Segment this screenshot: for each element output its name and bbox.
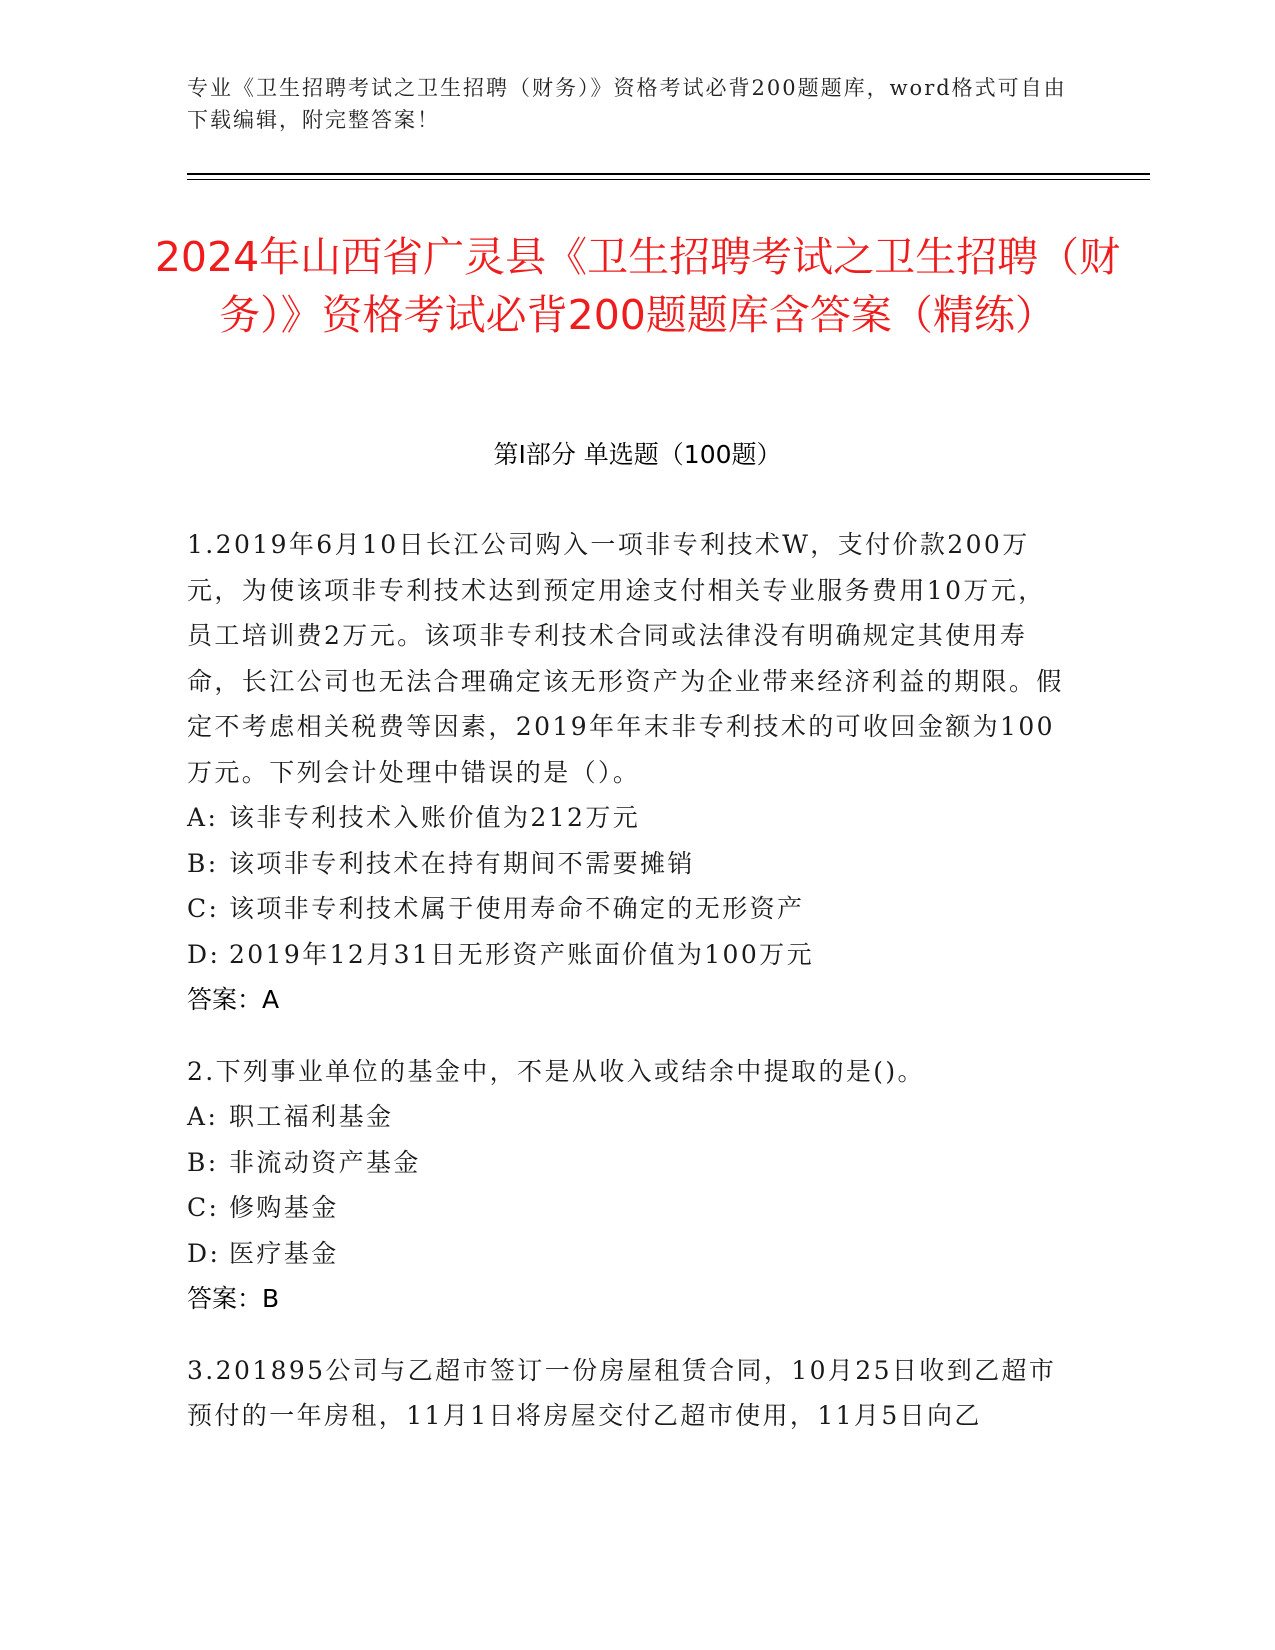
option-text: 该项非专利技术在持有期间不需要摊销 bbox=[229, 848, 695, 878]
header-divider-thin bbox=[187, 179, 1150, 180]
option-c bbox=[187, 1185, 1067, 1231]
question-3 bbox=[187, 1348, 1067, 1439]
option-a bbox=[187, 795, 1067, 841]
option-text: 医疗基金 bbox=[229, 1238, 339, 1268]
option-b bbox=[187, 1140, 1067, 1186]
option-letter: D: bbox=[187, 1238, 221, 1268]
option-text: 非流动资产基金 bbox=[229, 1147, 421, 1177]
question-stem: 3.201895公司与乙超市签订一份房屋租赁合同，10月25日收到乙超市预付的一年房租，11月1日将房屋交付乙超市使用，11月5日向乙 bbox=[187, 1355, 1057, 1430]
header-divider-thick bbox=[187, 173, 1150, 175]
option-text: 该项非专利技术属于使用寿命不确定的无形资产 bbox=[229, 894, 805, 923]
question-stem: 2.下列事业单位的基金中，不是从收入或结余中提取的是()。 bbox=[187, 1056, 925, 1086]
option-d bbox=[187, 932, 1067, 978]
option-b bbox=[187, 841, 1067, 887]
option-text: 该非专利技术入账价值为212万元 bbox=[229, 803, 641, 832]
option-text: 修购基金 bbox=[229, 1193, 339, 1222]
option-a bbox=[187, 1094, 1067, 1140]
option-text: 职工福利基金 bbox=[229, 1102, 394, 1131]
question-1 bbox=[187, 522, 1067, 1023]
option-letter: C: bbox=[187, 894, 220, 923]
answer-line: 答案：B bbox=[187, 1284, 280, 1313]
question-2 bbox=[187, 1049, 1067, 1322]
option-letter: D: bbox=[187, 939, 221, 969]
document-title: 2024年山西省广灵县《卫生招聘考试之卫生招聘（财务）》资格考试必背200题题库含答案（精练） bbox=[154, 233, 1121, 339]
option-letter: A: bbox=[187, 803, 219, 832]
option-letter: B: bbox=[187, 848, 219, 878]
option-text: 2019年12月31日无形资产账面价值为100万元 bbox=[229, 939, 814, 969]
answer-line: 答案：A bbox=[187, 985, 280, 1014]
option-letter: A: bbox=[187, 1102, 219, 1131]
option-d bbox=[187, 1231, 1067, 1277]
question-list bbox=[187, 522, 1067, 1465]
option-letter: C: bbox=[187, 1193, 220, 1222]
option-letter: B: bbox=[187, 1147, 219, 1177]
header-note: 专业《卫生招聘考试之卫生招聘（财务）》资格考试必背200题题库，word格式可自由下载编辑，附完整答案！ bbox=[187, 76, 1067, 132]
question-stem: 1.2019年6月10日长江公司购入一项非专利技术W，支付价款200万元，为使该项非专利技术达到预定用途支付相关专业服务费用10万元，员工培训费2万元。该项非专利技术合同或法律没有明确规定其使用寿命，长江公司也无法合理确定该无形资产为企业带来经济利益的期限。假定不考虑相关税费等因素，2019年年末非专利技术的可收回金额为100万元。下列会计处理中错误的是（）。 bbox=[187, 530, 1064, 787]
option-c bbox=[187, 886, 1067, 932]
section-title: 第Ⅰ部分 单选题（100题） bbox=[493, 440, 782, 469]
